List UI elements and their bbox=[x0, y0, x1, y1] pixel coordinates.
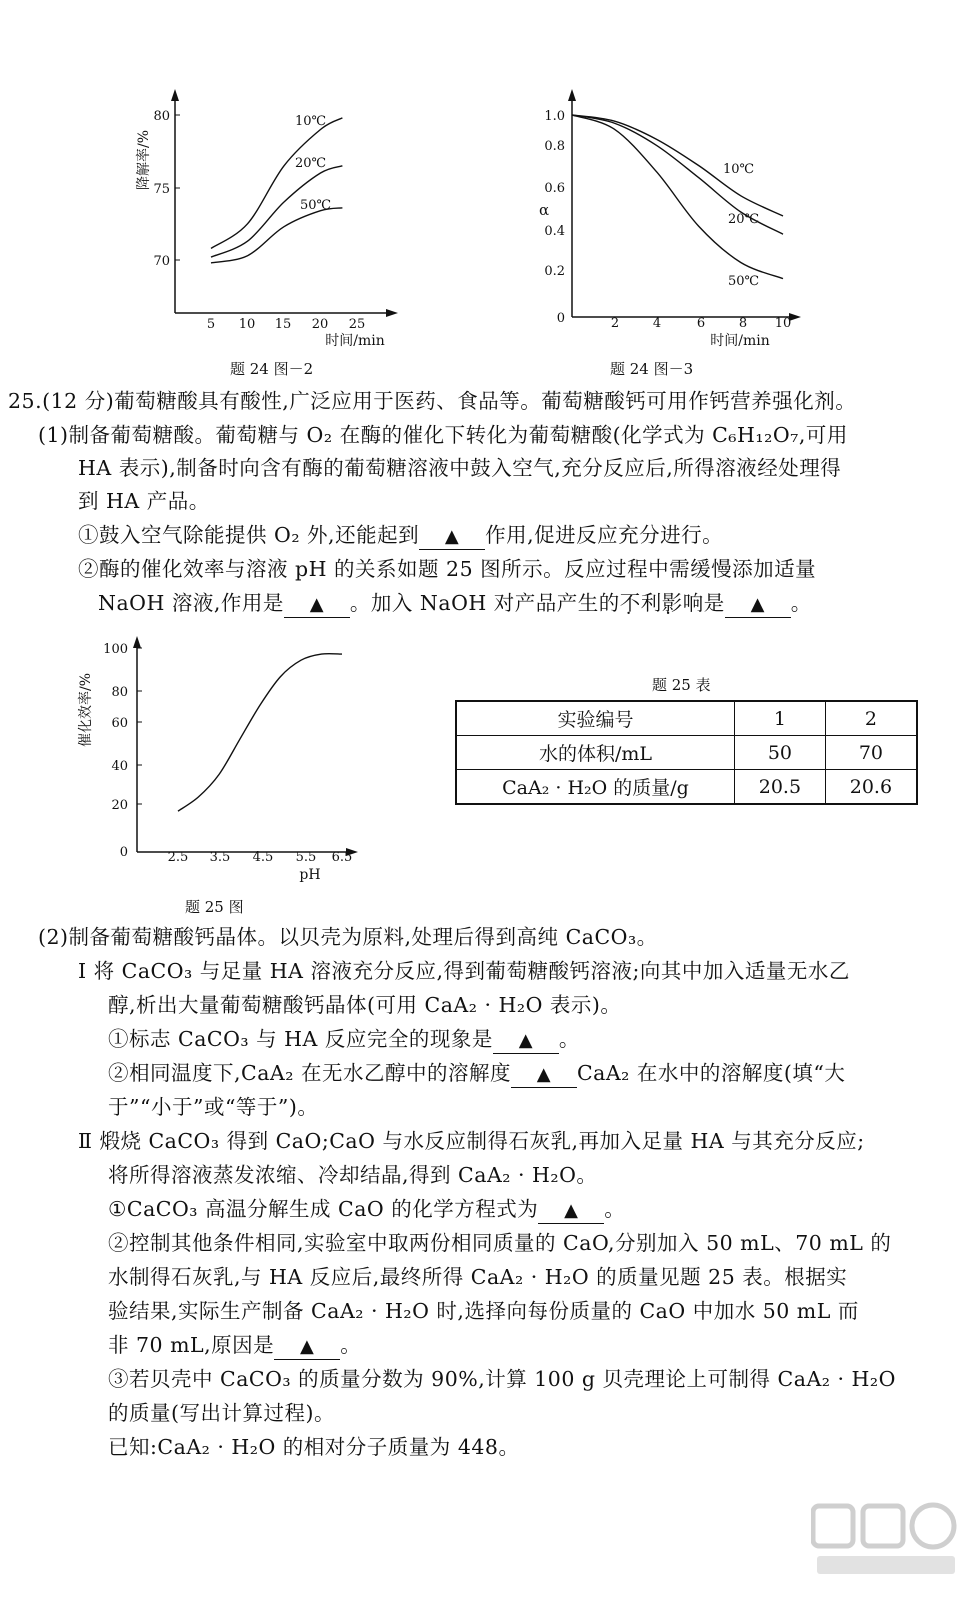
x-ticks bbox=[207, 317, 365, 332]
label-20c: 20℃ bbox=[295, 156, 327, 171]
x-axis-arrow bbox=[386, 309, 398, 317]
ytick-0: 0 bbox=[119, 845, 128, 860]
table-header-cell: 1 bbox=[735, 701, 826, 736]
q25-II-q1-text-b: 。 bbox=[604, 1197, 626, 1221]
table-cell: 20.6 bbox=[825, 770, 917, 805]
q25-II-q3-line1: ③若贝壳中 CaCO₃ 的质量分数为 90%,计算 100 g 贝壳理论上可制得 CaA₂ · H₂O bbox=[108, 1367, 896, 1391]
blank-marker-icon: ▲ bbox=[444, 526, 460, 547]
label-10c: 10℃ bbox=[723, 162, 755, 177]
y-axis-arrow bbox=[171, 89, 179, 101]
y-axis-arrow bbox=[133, 636, 141, 648]
fig25-chart bbox=[70, 630, 370, 895]
q25-p1-line2: HA 表示),制备时向含有酶的葡萄糖溶液中鼓入空气,充分反应后,所得溶液经处理得 bbox=[78, 456, 842, 480]
q25-p2-line1: (2)制备葡萄糖酸钙晶体。以贝壳为原料,处理后得到高纯 CaCO₃。 bbox=[38, 925, 658, 949]
q25-II-q2-text-b: 。 bbox=[340, 1333, 362, 1357]
table-row bbox=[456, 736, 917, 770]
q25-p1-q2-text-d: 。 bbox=[790, 591, 812, 615]
fig25-caption: 题 25 图 bbox=[185, 898, 244, 916]
xtick-3.5: 3.5 bbox=[209, 850, 231, 865]
ytick-0.4: 0.4 bbox=[544, 224, 565, 239]
ytick-0.6: 0.6 bbox=[544, 181, 565, 196]
y-axis-label: 降解率/% bbox=[136, 129, 152, 191]
ytick-40: 40 bbox=[111, 759, 128, 774]
fig24-3-caption: 题 24 图－3 bbox=[610, 360, 694, 378]
ytick-0.2: 0.2 bbox=[544, 264, 565, 279]
xtick-15: 15 bbox=[274, 317, 292, 332]
xtick-20: 20 bbox=[311, 317, 329, 332]
q25-p1-line3: 到 HA 产品。 bbox=[78, 489, 210, 513]
q25-I-line2: 醇,析出大量葡萄糖酸钙晶体(可用 CaA₂ · H₂O 表示)。 bbox=[108, 993, 622, 1017]
table-header-cell: 2 bbox=[825, 701, 917, 736]
q25-p1-q2-line2 bbox=[98, 588, 812, 618]
y-ticks bbox=[103, 642, 142, 860]
table-header-row bbox=[456, 701, 917, 736]
q25-II-q2-text-a: 非 70 mL,原因是 bbox=[108, 1333, 275, 1357]
q25-I-q1-text-b: 。 bbox=[558, 1027, 580, 1051]
curve-50c bbox=[572, 115, 783, 279]
fig24-2-caption: 题 24 图－2 bbox=[230, 360, 314, 378]
q25-p1-line1: (1)制备葡萄糖酸。葡萄糖与 O₂ 在酶的催化下转化为葡萄糖酸(化学式为 C₆H₁₂O₇,可用 bbox=[38, 423, 848, 447]
q25-I-q2 bbox=[108, 1058, 845, 1088]
table-cell: CaA₂ · H₂O 的质量/g bbox=[456, 770, 735, 805]
xtick-4: 4 bbox=[652, 316, 662, 331]
q25-p1-q1 bbox=[78, 520, 723, 550]
q25-p1-q2-text-b: 。加入 NaOH 对产品产生的 bbox=[349, 591, 620, 615]
xtick-2.5: 2.5 bbox=[167, 850, 189, 865]
ytick-0: 0 bbox=[556, 311, 565, 326]
table-cell: 20.5 bbox=[735, 770, 826, 805]
q25-p1-q1-text-b: 作用,促进反应充分进行。 bbox=[485, 523, 724, 547]
q25-p1-q2-text-a: NaOH 溶液,作用是 bbox=[98, 591, 284, 615]
blank-marker-icon: ▲ bbox=[536, 1064, 552, 1085]
q25-p1-q1-text-a: ①鼓入空气除能提供 O₂ 外,还能起到 bbox=[78, 523, 420, 547]
q25-II-q3-line2: 的质量(写出计算过程)。 bbox=[108, 1401, 335, 1425]
x-axis-label: pH bbox=[299, 867, 321, 883]
label-20c: 20℃ bbox=[728, 212, 760, 227]
q25-II-line1: Ⅱ 煅烧 CaCO₃ 得到 CaO;CaO 与水反应制得石灰乳,再加入足量 HA 与其充分反应; bbox=[78, 1129, 865, 1153]
table25 bbox=[455, 700, 918, 805]
watermark-logo-icon bbox=[811, 1500, 961, 1584]
table25-caption: 题 25 表 bbox=[652, 676, 711, 694]
ytick-70: 70 bbox=[153, 254, 170, 269]
y-axis-arrow bbox=[568, 89, 576, 101]
answer-blank[interactable] bbox=[284, 591, 350, 618]
q25-p1-q2-text-c: 影响是 bbox=[661, 591, 725, 615]
label-50c: 50℃ bbox=[300, 198, 332, 213]
q25-I-q1-text-a: ①标志 CaCO₃ 与 HA 反应完全的现象是 bbox=[108, 1027, 493, 1051]
ytick-0.8: 0.8 bbox=[544, 139, 565, 154]
q25-II-q1-text-a: ①CaCO₃ 高温分解生成 CaO 的化学方程式为 bbox=[108, 1197, 539, 1221]
curve-catalytic-efficiency bbox=[178, 654, 342, 812]
x-ticks bbox=[611, 316, 791, 331]
xtick-6: 6 bbox=[696, 316, 706, 331]
blank-marker-icon: ▲ bbox=[750, 594, 765, 615]
q25-I-q2-line2: 于”“小于”或“等于”)。 bbox=[108, 1095, 319, 1119]
q25-II-q2-line1: ②控制其他条件相同,实验室中取两份相同质量的 CaO,分别加入 50 mL、70 mL 的 bbox=[108, 1231, 892, 1255]
label-50c: 50℃ bbox=[728, 274, 760, 289]
xtick-4.5: 4.5 bbox=[252, 850, 274, 865]
table-row bbox=[456, 770, 917, 805]
ytick-1.0: 1.0 bbox=[544, 109, 565, 124]
fig24-3-chart bbox=[525, 85, 825, 355]
answer-blank[interactable] bbox=[511, 1061, 577, 1088]
ytick-100: 100 bbox=[103, 642, 128, 657]
blank-marker-icon: ▲ bbox=[564, 1200, 579, 1221]
q25-p1-q2-line1: ②酶的催化效率与溶液 pH 的关系如题 25 图所示。反应过程中需缓慢添加适量 bbox=[78, 557, 817, 581]
y-axis-label: α bbox=[539, 201, 550, 219]
answer-blank[interactable] bbox=[538, 1197, 604, 1224]
q25-known: 已知:CaA₂ · H₂O 的相对分子质量为 448。 bbox=[108, 1435, 520, 1459]
answer-blank[interactable] bbox=[725, 591, 791, 618]
x-axis-label: 时间/min bbox=[710, 333, 770, 349]
xtick-5.5: 5.5 bbox=[295, 850, 317, 865]
q25-II-q2-line3: 验结果,实际生产制备 CaA₂ · H₂O 时,选择向每份质量的 CaO 中加水 50 mL 而 bbox=[108, 1299, 859, 1323]
q25-I-line1: Ⅰ 将 CaCO₃ 与足量 HA 溶液充分反应,得到葡萄糖酸钙溶液;向其中加入适量无水乙 bbox=[78, 959, 850, 983]
table-cell: 水的体积/mL bbox=[456, 736, 735, 770]
ytick-80: 80 bbox=[153, 109, 170, 124]
y-ticks bbox=[153, 109, 180, 269]
fig24-2-chart bbox=[100, 85, 410, 355]
q25-II-q2-line2: 水制得石灰乳,与 HA 反应后,最终所得 CaA₂ · H₂O 的质量见题 25 表。根据实 bbox=[108, 1265, 848, 1289]
answer-blank[interactable] bbox=[419, 523, 485, 550]
answer-blank[interactable] bbox=[493, 1027, 559, 1054]
xtick-2: 2 bbox=[610, 316, 620, 331]
q25-II-q2-line4 bbox=[108, 1330, 361, 1360]
xtick-10: 10 bbox=[238, 317, 256, 332]
xtick-8: 8 bbox=[738, 316, 748, 331]
label-10c: 10℃ bbox=[295, 114, 327, 129]
curve-50c bbox=[211, 208, 342, 263]
ytick-80: 80 bbox=[111, 685, 128, 700]
table-header-cell: 实验编号 bbox=[456, 701, 735, 736]
xtick-25: 25 bbox=[348, 317, 366, 332]
xtick-5: 5 bbox=[206, 317, 216, 332]
blank-marker-icon: ▲ bbox=[309, 594, 325, 615]
table-cell: 70 bbox=[825, 736, 917, 770]
q25-I-q2-text-a: ②相同温度下,CaA₂ 在无水乙醇中的溶解度 bbox=[108, 1061, 511, 1085]
blank-marker-icon: ▲ bbox=[300, 1336, 315, 1357]
q25-I-q2-text-b: CaA₂ 在水中的溶解度(填“大 bbox=[576, 1061, 846, 1085]
table-cell: 50 bbox=[735, 736, 826, 770]
q25-intro: 25.(12 分)葡萄糖酸具有酸性,广泛应用于医药、食品等。葡萄糖酸钙可用作钙营养强化剂。 bbox=[8, 389, 857, 413]
q25-II-line2: 将所得溶液蒸发浓缩、冷却结晶,得到 CaA₂ · H₂O。 bbox=[108, 1163, 598, 1187]
y-axis-label: 催化效率/% bbox=[78, 672, 94, 748]
xtick-10: 10 bbox=[774, 316, 792, 331]
curve-10c bbox=[211, 118, 342, 249]
ytick-75: 75 bbox=[153, 182, 170, 197]
xtick-6.5: 6.5 bbox=[331, 850, 353, 865]
ytick-20: 20 bbox=[111, 798, 128, 813]
emphasis-text: 不利 · · bbox=[620, 591, 662, 615]
q25-II-q1 bbox=[108, 1194, 625, 1224]
q25-I-q1 bbox=[108, 1024, 580, 1054]
ytick-60: 60 bbox=[111, 716, 128, 731]
x-axis-label: 时间/min bbox=[325, 333, 385, 349]
answer-blank[interactable] bbox=[274, 1333, 340, 1360]
blank-marker-icon: ▲ bbox=[518, 1030, 534, 1051]
